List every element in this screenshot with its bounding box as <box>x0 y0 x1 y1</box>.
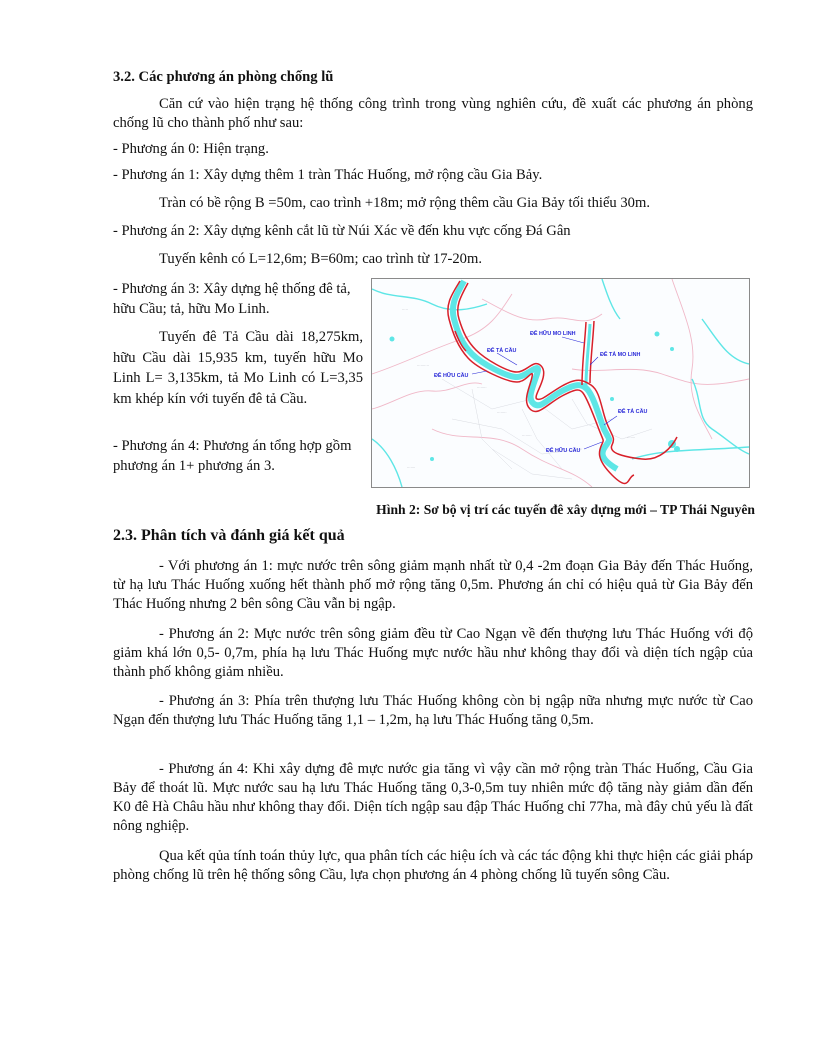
lakes <box>390 332 681 462</box>
svg-text:··········: ·········· <box>417 364 429 368</box>
option-1-detail: Tràn có bề rộng B =50m, cao trình +18m; mở rộng thêm cầu Gia Bảy tối thiểu 30m. <box>159 195 650 211</box>
figure-caption: Hình 2: Sơ bộ vị trí các tuyến đê xây dựng mới – TP Thái Nguyên <box>376 502 755 517</box>
option-4: - Phương án 4: Phương án tổng hợp gồm phương án 1+ phương án 3. <box>113 438 352 474</box>
svg-text:········: ········ <box>497 411 507 415</box>
svg-text:········: ········ <box>522 434 532 438</box>
option-2: - Phương án 2: Xây dựng kênh cắt lũ từ Núi Xác về đến khu vực cống Đá Gân <box>113 223 571 239</box>
svg-text:········: ········ <box>477 386 487 390</box>
label-de-ta-cau-2: ĐÊ TẢ CẦU <box>618 409 648 415</box>
svg-text:·······: ······· <box>407 466 416 470</box>
label-de-ta-cau-1: ĐÊ TẢ CẦU <box>487 348 517 354</box>
option-2-detail: Tuyến kênh có L=12,6m; B=60m; cao trình từ 17-20m. <box>159 251 482 267</box>
option-3: - Phương án 3: Xây dựng hệ thống đê tả, hữu Cầu; tả, hữu Mo Linh. <box>113 281 351 317</box>
label-de-huu-cau-1: ĐÊ HỮU CẦU <box>434 373 469 379</box>
admin-boundaries <box>372 279 749 487</box>
svg-text:·······: ······· <box>627 436 636 440</box>
analysis-paragraph-1: - Với phương án 1: mực nước trên sông giảm mạnh nhất từ 0,4 -2m đoạn Gia Bảy đến Thác Huống, từ hạ lưu Thác Huống xuống hết thành phố mở rộng tăng 0,5m. Phương án chỉ có hiệu quả từ Gia Bảy đến Thác Huống nhưng 2 bên sông Cầu vẫn bị ngập. <box>113 558 753 612</box>
svg-text:·····: ····· <box>402 308 408 312</box>
option-0: - Phương án 0: Hiện trạng. <box>113 141 269 157</box>
place-names <box>402 308 635 470</box>
label-de-huu-mo-linh: ĐÊ HỮU MO LINH <box>530 331 576 337</box>
conclusion-paragraph: Qua kết qủa tính toán thủy lực, qua phân tích các hiệu ích và các tác động khi thực hiện các giải pháp phòng chống lũ trên hệ thống sông Cầu, lựa chọn phương án 4 phòng chống lũ tuyến sông Cầu. <box>113 848 753 883</box>
map-graphic <box>372 279 749 487</box>
option-3-detail: Tuyến đê Tả Cầu dài 18,275km, hữu Cầu dài 15,935 km, tuyến hữu Mo Linh L= 3,135km, tả Mo Linh có L=3,35 km khép kín với tuyến đê tả Cầu. <box>113 329 363 407</box>
intro-paragraph: Căn cứ vào hiện trạng hệ thống công trình trong vùng nghiên cứu, đề xuất các phương án phòng chống lũ cho thành phố như sau: <box>113 96 753 131</box>
analysis-paragraph-4: - Phương án 4: Khi xây dựng đê mực nước gia tăng vì vậy cần mở rộng tràn Thác Huống, Cầu Gia Bảy để thoát lũ. Mực nước sau hạ lưu Thác Huống tăng 0,3-0,5m tuy nhiên mức độ tăng này giảm dần đến K0 đê Hà Châu hầu như không thay đổi. Diện tích ngập sau đập Thác Huống chỉ 77ha, mà đây chủ yếu là đất nông nghiệp. <box>113 761 753 834</box>
de-ta-cau-line <box>458 283 677 459</box>
label-de-huu-cau-2: ĐÊ HỮU CẦU <box>546 448 581 454</box>
analysis-paragraph-3: - Phương án 3: Phía trên thượng lưu Thác Huống không còn bị ngập nữa nhưng mực nước từ Cao Ngạn đến thượng lưu Thác Huống tăng 1,1 – 1,2m, hạ lưu Thác Huống tăng 0,5m. <box>113 693 753 728</box>
analysis-paragraph-2: - Phương án 2: Mực nước trên sông giảm đều từ Cao Ngạn về đến thượng lưu Thác Huống với độ giảm khá lớn 0,5- 0,7m, phía hạ lưu Thác Huống mực nước hầu như không thay đổi và diện tích ngập của thành phố không giảm nhiều. <box>113 626 753 680</box>
roads <box>442 379 652 479</box>
label-de-ta-mo-linh: ĐÊ TẢ MO LINH <box>600 352 641 358</box>
option-1: - Phương án 1: Xây dựng thêm 1 tràn Thác Huống, mở rộng cầu Gia Bảy. <box>113 167 543 183</box>
song-cau-river <box>453 281 617 469</box>
dyke-location-map <box>371 278 750 488</box>
section-2-3-heading: 2.3. Phân tích và đánh giá kết quả <box>113 527 345 544</box>
section-3-2-heading: 3.2. Các phương án phòng chống lũ <box>113 69 334 85</box>
